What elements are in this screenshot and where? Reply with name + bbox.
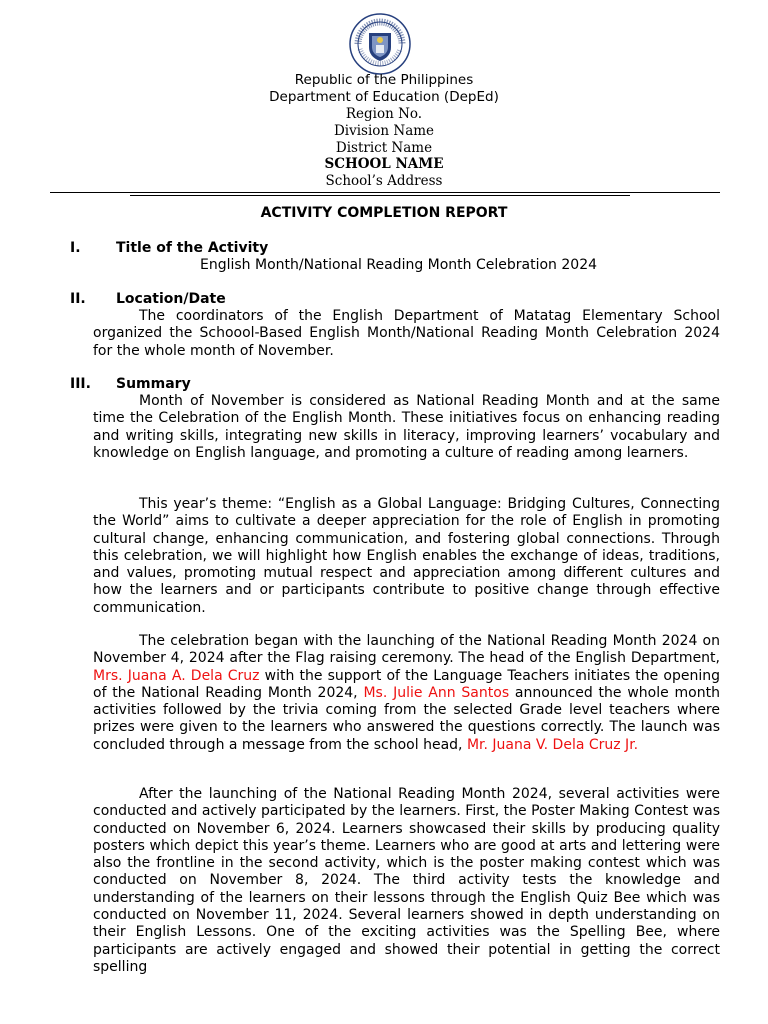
header-department: Department of Education (DepEd) (269, 89, 499, 105)
report-title: ACTIVITY COMPLETION REPORT (260, 205, 508, 221)
paragraph-text: The celebration began with the launching of the National Reading Month 2024 on November 4, 2024 after the Flag raising ceremony. The head of the English Department, (93, 633, 720, 667)
section-heading: Title of the Activity (116, 240, 269, 256)
paragraph-text: After the launching of the National Reading Month 2024, several activities were conducted and actively participated by the learners. First, the Poster Making Contest was conducted on November 6, 2024. Learners showcased their skills by producing quality posters which depict this year’s theme. Learners who are good at arts and lettering were also the frontline in the second activity, which is the poster making contest which was conducted on November 8, 2024. The third activity tests the knowledge and understanding of the learners on their lessons through the English Quiz Bee which was conducted on November 11, 2024. Several learners showed in depth understanding on their English Lessons. One of the exciting activities was the Spelling Bee, where participants are actively engaged and showed their potential in getting the correct spelling (93, 786, 720, 975)
summary-paragraph-4 (93, 786, 720, 976)
header-divider-thin (130, 195, 630, 196)
activity-title: English Month/National Reading Month Celebration 2024 (200, 257, 598, 273)
header-district: District Name (335, 140, 433, 156)
header-divider (50, 192, 720, 193)
paragraph-text: announced the whole month activities followed by the trivia coming from the selected Grade level teachers where prizes were given to the learners who answered the questions correctly. The launch was concluded through a message from the school head, (93, 684, 720, 753)
summary-paragraph-1 (93, 393, 720, 462)
summary-paragraph-2 (93, 496, 720, 617)
header-school-name: SCHOOL NAME (324, 156, 444, 172)
summary-paragraph-3 (93, 633, 720, 754)
paragraph-text: with the support of the Language Teachers initiates the opening of the National Reading Month 2024, (93, 667, 720, 701)
location-paragraph (93, 308, 720, 360)
header-country: Republic of the Philippines (294, 72, 474, 88)
section-number: III. (70, 376, 91, 392)
section-number: II. (70, 291, 86, 307)
paragraph-text: This year’s theme: “English as a Global Language: Bridging Cultures, Connecting the World” aims to cultivate a deeper appreciation for the role of English in promoting cultural change, enhancing communication, and fostering global connections. Through this celebration, we will highlight how English enables the exchange of ideas, traditions, and values, promoting mutual respect and appreciation among different cultures and how the learners and or participants contribute to positive change through effective communication. (93, 496, 720, 616)
header-region: Region No. (345, 106, 423, 122)
section-heading: Location/Date (116, 291, 226, 307)
deped-seal-icon (349, 13, 411, 75)
school-head-name: Mr. Juana V. Dela Cruz Jr. (466, 736, 639, 753)
header-school-address: School’s Address (325, 173, 443, 189)
department-head-name: Mrs. Juana A. Dela Cruz (93, 667, 260, 684)
coordinator-name: Ms. Julie Ann Santos (363, 684, 510, 701)
location-text: The coordinators of the English Department of Matatag Elementary School organized the Schoool-Based English Month/National Reading Month Celebration 2024 for the whole month of November. (93, 308, 720, 359)
header-division: Division Name (333, 123, 435, 139)
section-number: I. (70, 240, 81, 256)
section-heading: Summary (116, 376, 191, 392)
paragraph-text: Month of November is considered as National Reading Month and at the same time the Celebration of the English Month. These initiatives focus on enhancing reading and writing skills, integrating new skills in literacy, improving learners’ vocabulary and knowledge on English language, and promoting a culture of reading among learners. (93, 393, 720, 461)
